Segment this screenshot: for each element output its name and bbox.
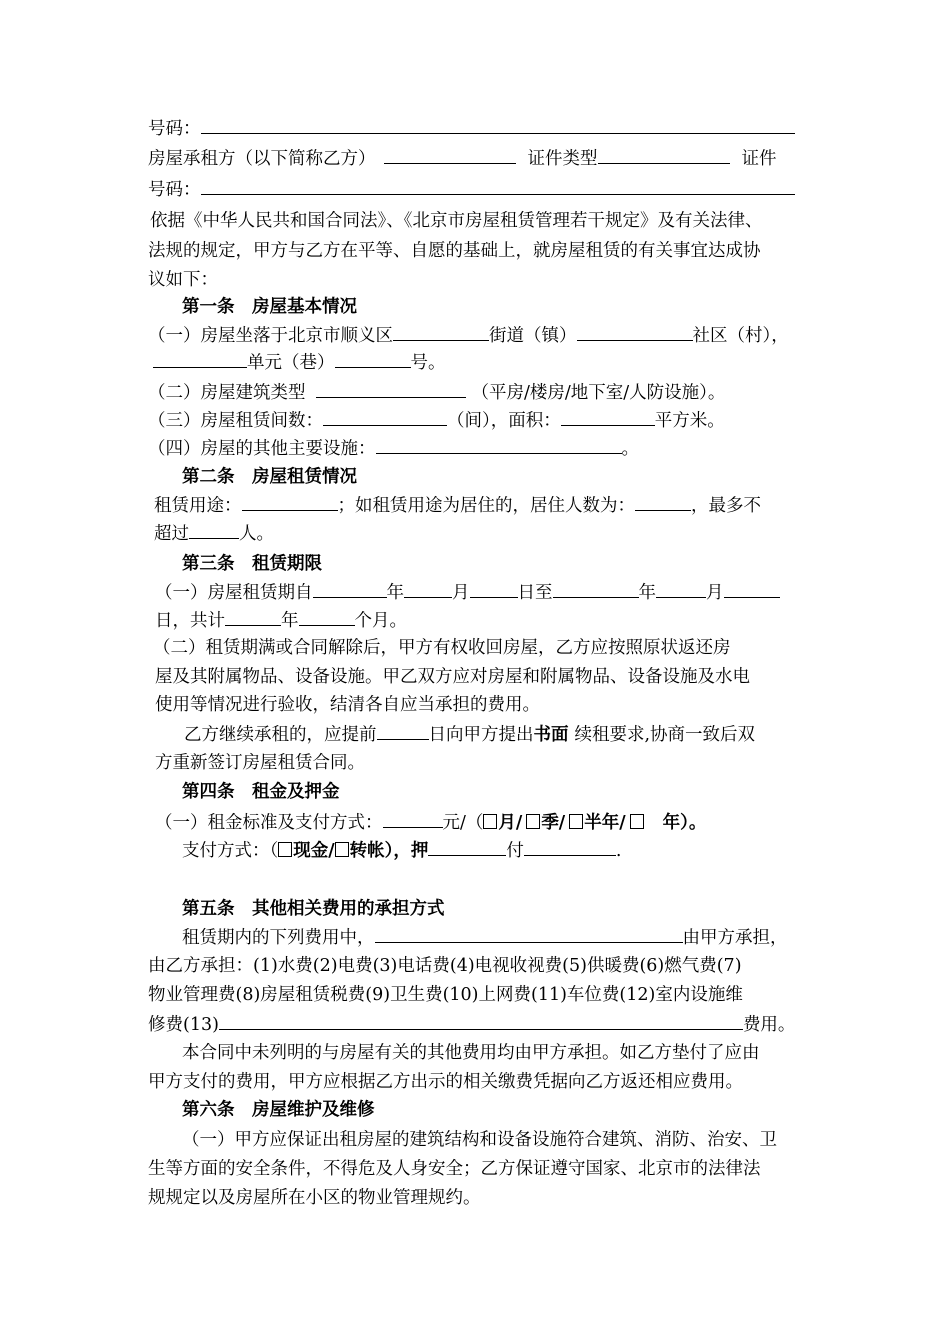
payment-method-line: 支付方式：（ 现金/ 转帐），押 付 . — [182, 841, 622, 861]
paragraph-line: 物业管理费(8)房屋租赁税费(9)卫生费(10)上网费(11)车位费(12)室内设施维 — [148, 985, 743, 1005]
paragraph-line: 方重新签订房屋租赁合同。 — [155, 753, 365, 773]
paragraph-line: 规规定以及房屋所在小区的物业管理规约。 — [148, 1188, 481, 1208]
building-type-line: （二）房屋建筑类型 （平房/楼房/地下室/人防设施）。 — [148, 383, 726, 403]
paragraph-line: 依据《中华人民共和国合同法》、《北京市房屋租赁管理若干规定》及有关法律、 — [150, 211, 763, 231]
blank-field[interactable] — [219, 1013, 743, 1030]
paragraph-line: 本合同中未列明的与房屋有关的其他费用均由甲方承担。如乙方垫付了应由 — [182, 1043, 760, 1063]
occupants-line: 超过 人。 — [154, 524, 274, 544]
blank-field[interactable] — [404, 581, 452, 598]
blank-field[interactable] — [384, 147, 516, 164]
blank-field[interactable] — [375, 926, 683, 943]
paragraph-line: 使用等情况进行验收，结清各自应当承担的费用。 — [155, 695, 540, 715]
checkbox-quarter[interactable] — [526, 814, 540, 829]
blank-field[interactable] — [524, 839, 616, 856]
renewal-line: 乙方继续承租的，应提前 日向甲方提出书面 续租要求,协商一致后双 — [184, 725, 756, 745]
term-line: （一）房屋租赁期自 年 月 日至 年 月 — [155, 581, 780, 605]
rent-line: （一）租金标准及支付方式： 元/（ 月/ 季/ 半年/ 年）。 — [155, 813, 707, 833]
paragraph-line: 议如下： — [148, 270, 218, 290]
blank-field[interactable] — [153, 351, 247, 368]
article-6-heading: 第六条 房屋维护及维修 — [182, 1100, 375, 1120]
blank-field[interactable] — [189, 522, 239, 539]
blank-field[interactable] — [201, 117, 795, 134]
blank-field[interactable] — [383, 811, 443, 828]
blank-field[interactable] — [377, 723, 429, 740]
blank-field[interactable] — [376, 437, 622, 454]
article-2-heading: 第二条 房屋租赁情况 — [182, 467, 357, 487]
checkbox-year[interactable] — [630, 814, 644, 829]
blank-field[interactable] — [335, 351, 411, 368]
fees-line: 租赁期内的下列费用中， 由甲方承担， — [182, 928, 788, 948]
article-3-heading: 第三条 租赁期限 — [182, 554, 322, 574]
blank-field[interactable] — [201, 178, 795, 195]
blank-field[interactable] — [598, 147, 730, 164]
blank-field[interactable] — [553, 581, 639, 598]
blank-field[interactable] — [316, 381, 466, 398]
checkbox-half-year[interactable] — [569, 814, 583, 829]
blank-field[interactable] — [470, 581, 518, 598]
blank-field[interactable] — [393, 324, 489, 341]
paragraph-line: （二）租赁期满或合同解除后，甲方有权收回房屋，乙方应按照原状返还房 — [153, 638, 731, 658]
checkbox-cash[interactable] — [278, 842, 292, 857]
blank-field[interactable] — [299, 609, 355, 626]
rooms-area-line: （三）房屋租赁间数： （间），面积： 平方米。 — [148, 411, 725, 431]
paragraph-line: 甲方支付的费用，甲方应根据乙方出示的相关缴费凭据向乙方返还相应费用。 — [148, 1072, 743, 1092]
blank-field[interactable] — [724, 581, 780, 598]
usage-line: 租赁用途： ；如租赁用途为居住的，居住人数为： ，最多不 — [154, 496, 761, 516]
checkbox-transfer[interactable] — [335, 842, 349, 857]
blank-field[interactable] — [313, 581, 387, 598]
paragraph-line: 由乙方承担：(1)水费(2)电费(3)电话费(4)电视收视费(5)供暖费(6)燃气费(7) — [148, 956, 742, 976]
blank-field[interactable] — [323, 409, 447, 426]
address-line-2: 单元（巷） 号。 — [153, 351, 446, 375]
article-5-heading: 第五条 其他相关费用的承担方式 — [182, 899, 445, 919]
term-line-2: 日，共计 年 个月。 — [155, 611, 407, 631]
blank-field[interactable] — [656, 581, 706, 598]
id-number-line-lessee: 号码： — [148, 178, 795, 202]
blank-field[interactable] — [635, 494, 691, 511]
lessee-line: 房屋承租方（以下简称乙方） 证件类型 证件 — [148, 149, 777, 169]
blank-field[interactable] — [428, 839, 506, 856]
paragraph-line: 法规的规定，甲方与乙方在平等、自愿的基础上，就房屋租赁的有关事宜达成协 — [148, 241, 761, 261]
article-1-heading: 第一条 房屋基本情况 — [182, 297, 357, 317]
id-number-line-lessor: 号码： — [148, 117, 795, 141]
address-line: （一）房屋坐落于北京市顺义区 街道（镇） 社区（村）， — [148, 326, 789, 346]
paragraph-line: 屋及其附属物品、设备设施。甲乙双方应对房屋和附属物品、设备设施及水电 — [155, 667, 750, 687]
blank-field[interactable] — [561, 409, 655, 426]
facilities-line: （四）房屋的其他主要设施： 。 — [148, 439, 639, 459]
blank-field[interactable] — [225, 609, 281, 626]
blank-field[interactable] — [577, 324, 693, 341]
paragraph-line: （一）甲方应保证出租房屋的建筑结构和设备设施符合建筑、消防、治安、卫 — [182, 1130, 777, 1150]
article-4-heading: 第四条 租金及押金 — [182, 782, 340, 802]
checkbox-month[interactable] — [483, 814, 497, 829]
blank-field[interactable] — [242, 494, 338, 511]
fees-line-2: 修费(13) 费用。 — [148, 1015, 796, 1035]
paragraph-line: 生等方面的安全条件，不得危及人身安全；乙方保证遵守国家、北京市的法律法 — [148, 1159, 761, 1179]
